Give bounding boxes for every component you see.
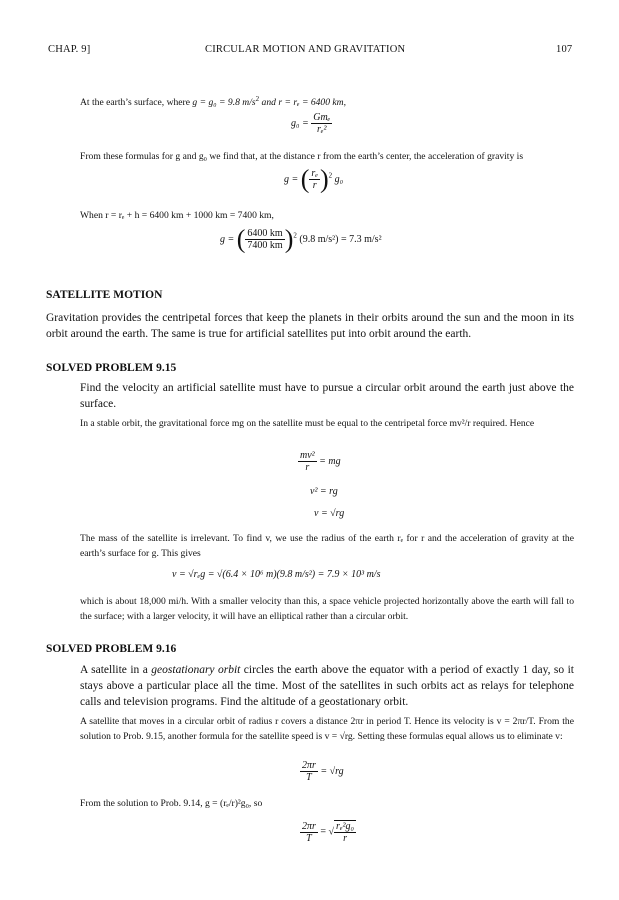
problem-9-16-solution-1: A satellite that moves in a circular orbit of radius r covers a distance 2πr in period T. Hence its velocity is v = 2πr/T. From the solution to Prob. 9.15, another formula for the satellite speed is v = √rg. Setting these formulas equal allows us to eliminate v: — [80, 716, 574, 742]
satellite-motion-paragraph: Gravitation provides the centripetal forces that keep the planets in their orbits around the sun and the moon in its orbit around the earth. The same is true for artificial satellites put into orbit around the earth. — [46, 312, 574, 340]
equation-v-sqrt-rg: v = √rg — [314, 508, 345, 519]
surface-text: At the earth’s surface, where g = g₀ = 9.8 $m/s^2$ and r = rₑ = 6400 km, — [80, 95, 347, 109]
problem-9-15-solution-1: In a stable orbit, the gravitational force mg on the satellite must be equal to the centripetal force mv²/r required. Hence — [80, 418, 535, 429]
equation-g-ratio: g = ( $\frac{\text{rₑ}}{r}$ )$^2$ g₀ — [284, 164, 344, 194]
equation-v-value: v = √rₑg = √(6.4 × 10⁶ m)(9.8 m/s²) = 7.9 × 10³ m/s — [172, 569, 381, 580]
equation-mv2-mg: $\frac{\text{mv²}}{r}$ = mg — [300, 450, 341, 473]
equation-g0: g₀ = $\frac{\text{Gmₑ}}{\text{rₑ²}}$ — [291, 112, 331, 135]
equation-g-value: g = ( $\frac{6400 km}{7400 km}$ )$^2$ (9.8 m/s²) = 7.3 m/s² — [220, 224, 382, 254]
problem-9-16-question: A satellite in a geostationary orbit circles the earth above the equator with a period of exactly 1 day, so it stays above a particular place all the time. Most of the satellites in such orbits act as relays for telephone calls and television programs. Find the altitude of a geostationary orbit. — [80, 664, 574, 708]
problem-9-15-solution-3: which is about 18,000 mi/h. With a smaller velocity than this, a space vehicle projected horizontally above the earth will fall to the surface; with a larger velocity, it will have an elliptical rather than a circular orbit. — [80, 596, 574, 622]
problem-9-15-question: Find the velocity an artificial satellite must have to pursue a circular orbit around the earth just above the surface. — [80, 382, 574, 410]
section-heading-satellite-motion: SATELLITE MOTION — [46, 289, 163, 301]
when-text: When r = rₑ + h = 6400 km + 1000 km = 7400 km, — [80, 210, 274, 221]
running-title: CIRCULAR MOTION AND GRAVITATION — [205, 44, 406, 55]
equation-v2-rg: v² = rg — [310, 486, 338, 497]
problem-heading-9-16: SOLVED PROBLEM 9.16 — [46, 643, 177, 655]
problem-9-16-solution-2: From the solution to Prob. 9.14, g = (rₑ/r)²g₀, so — [80, 798, 263, 809]
formulas-text: From these formulas for g and g₀ we find that, at the distance r from the earth’s center, the acceleration of gravity is — [80, 151, 524, 162]
equation-2pir-T-sqrt-rg: $\frac{2\pi r}{T}$ = √rg — [302, 760, 344, 783]
chapter-label: CHAP. 9] — [48, 44, 91, 55]
problem-9-15-solution-2: The mass of the satellite is irrelevant. To find v, we use the radius of the earth rₑ for r and the acceleration of gravity at the earth’s surface for g. This gives — [80, 533, 574, 559]
problem-heading-9-15: SOLVED PROBLEM 9.15 — [46, 362, 177, 374]
page-number: 107 — [556, 44, 573, 55]
equation-2pir-T-sqrt-ratio: $\frac{2\pi r}{T}$ = √ $\frac{\text{rₑ²g₀}}{r}$ — [302, 820, 355, 844]
